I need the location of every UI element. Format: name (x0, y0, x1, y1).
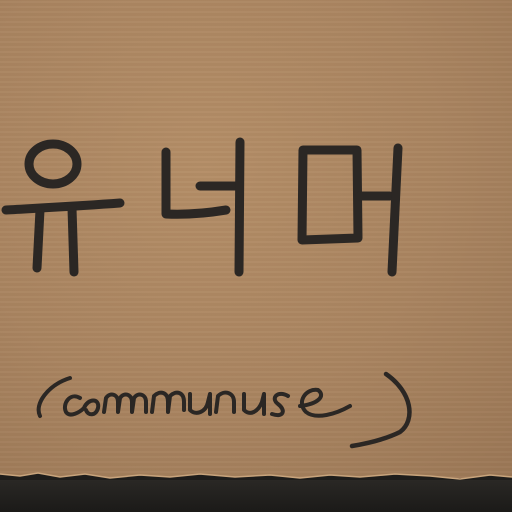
hangul-meo-glyph (302, 148, 398, 272)
hangul-yu-glyph (6, 144, 120, 272)
english-caption-glyph (39, 374, 410, 446)
hangul-neo-glyph (166, 142, 240, 272)
